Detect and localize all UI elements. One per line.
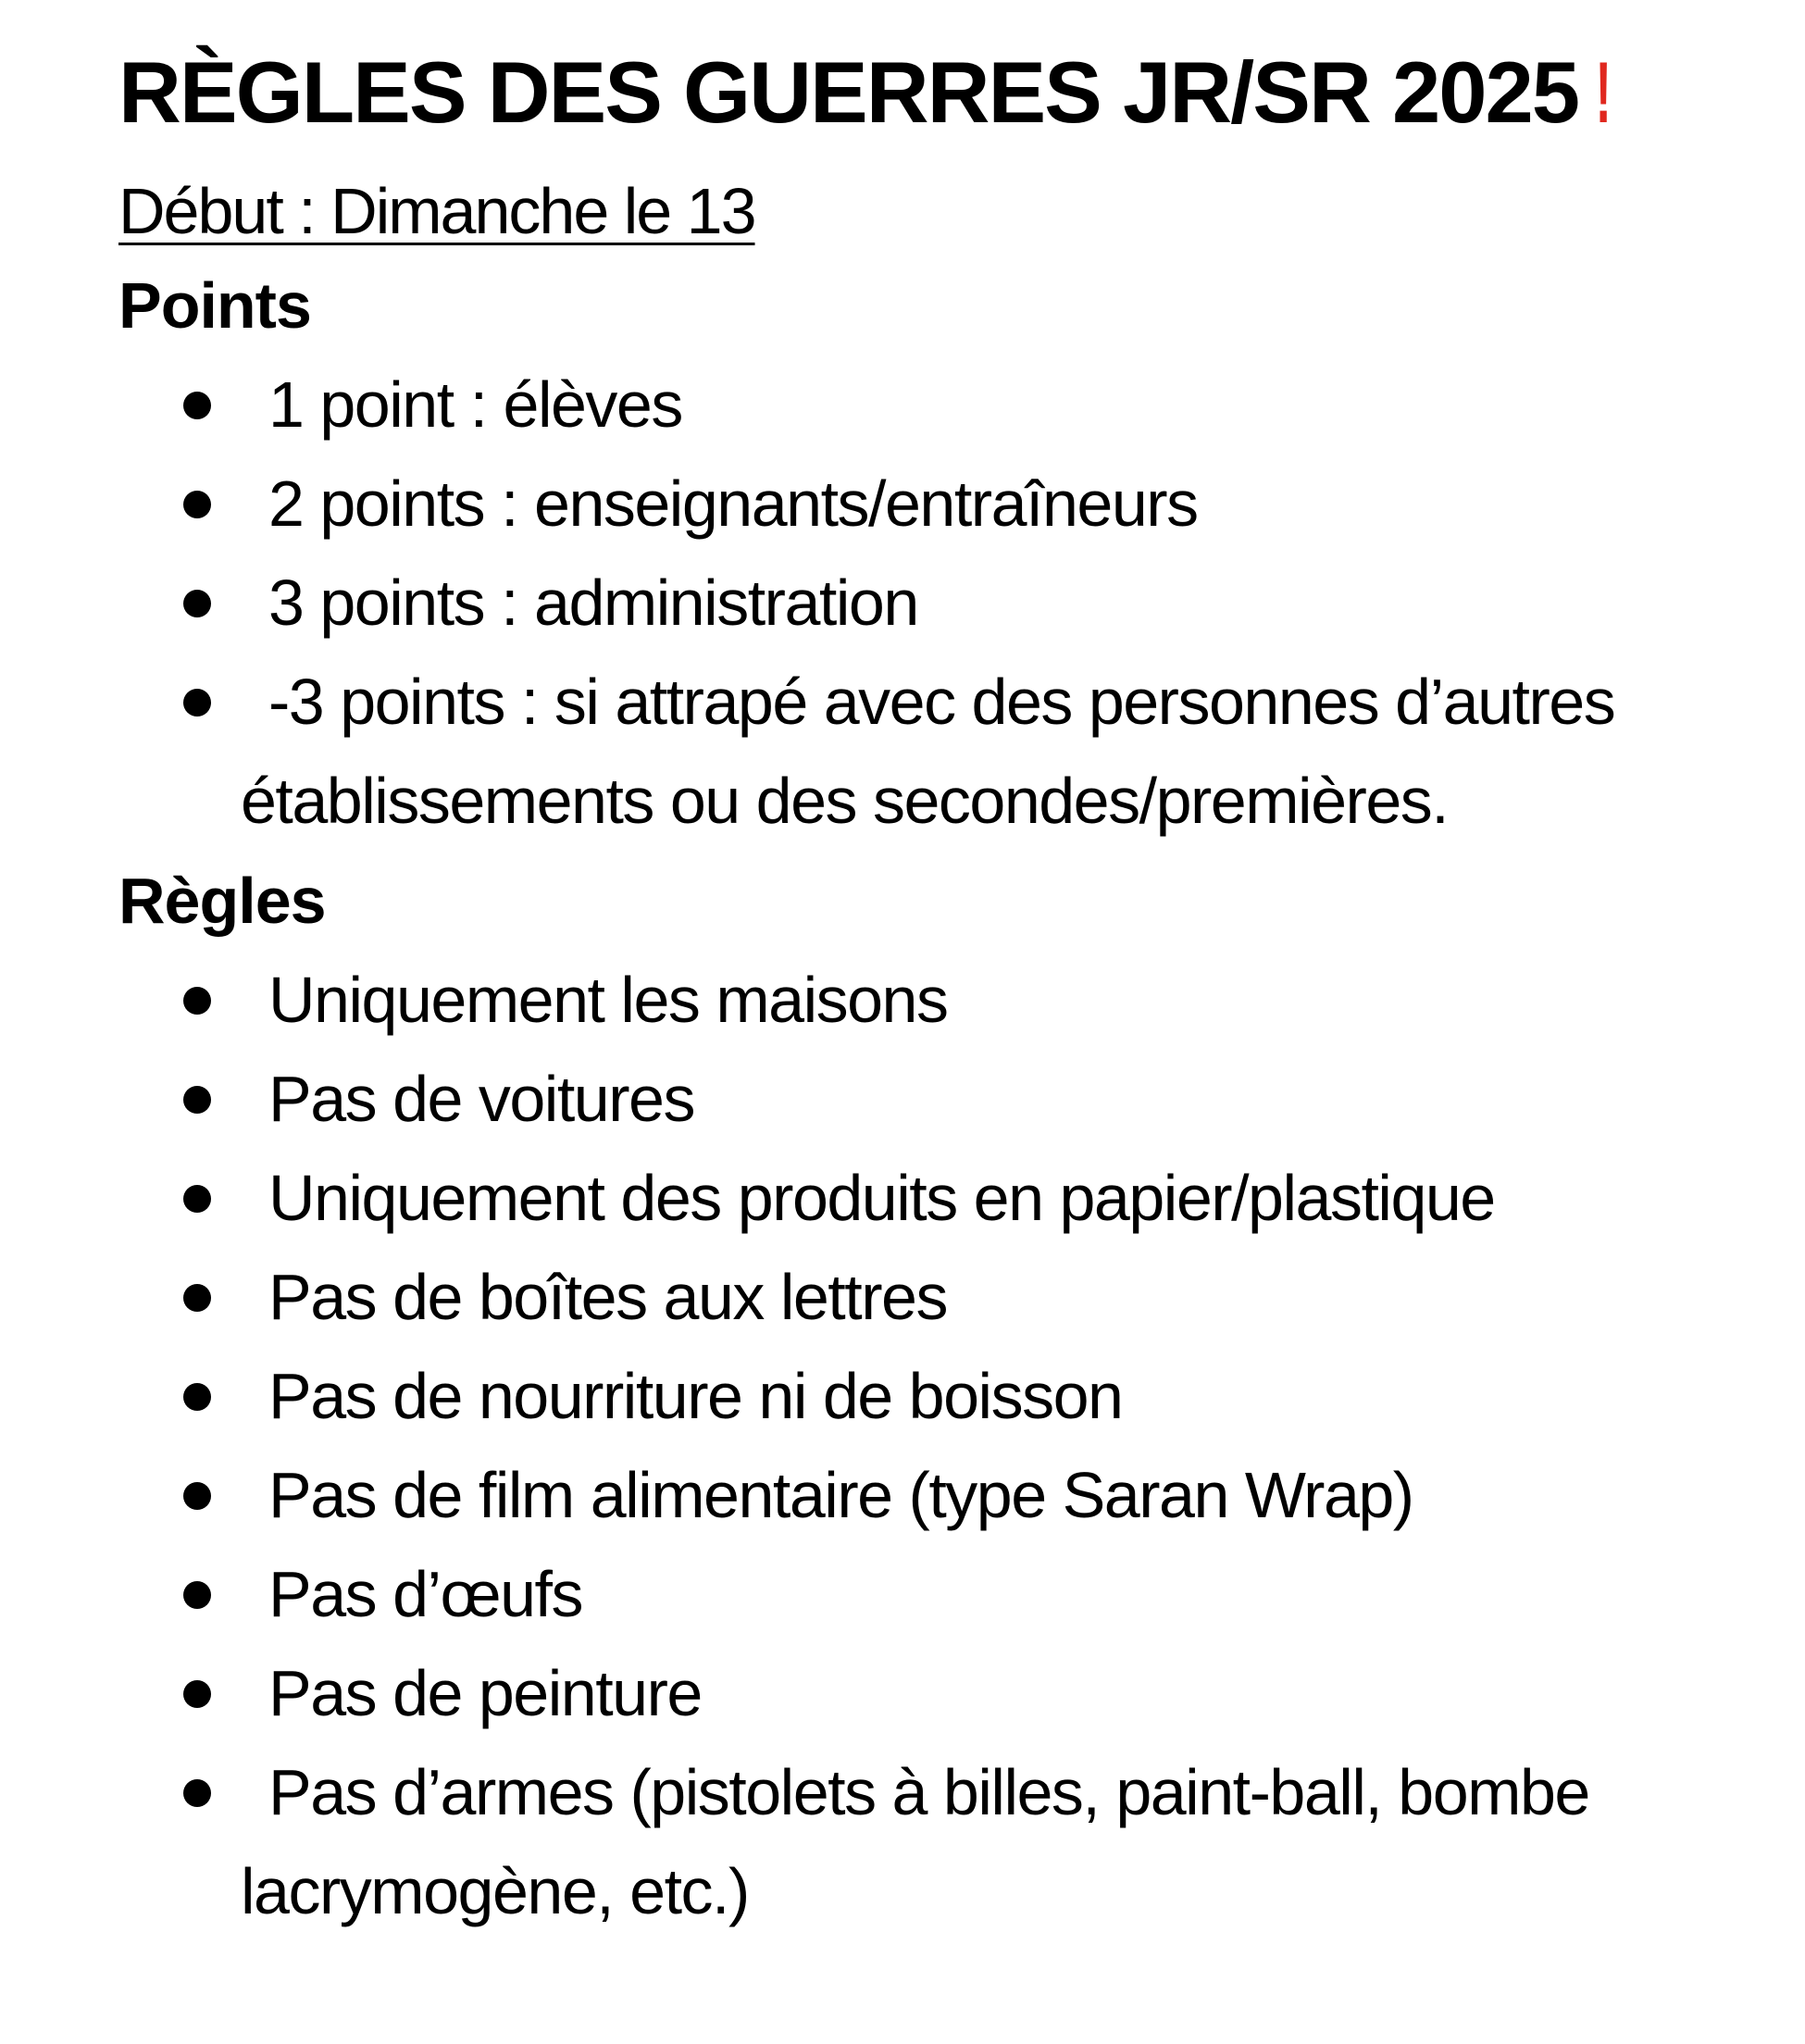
bullet-icon	[183, 590, 211, 617]
bullet-icon	[183, 987, 211, 1015]
bullet-icon	[183, 1284, 211, 1312]
list-item-text-continued: établissements ou des secondes/premières.	[241, 765, 1449, 837]
document	[118, 35, 1785, 1941]
list-item-text: 2 points : enseignants/entraîneurs	[268, 467, 1198, 540]
list-item-text: Pas de film alimentaire (type Saran Wrap)	[268, 1459, 1413, 1531]
bullet-icon	[183, 1482, 211, 1510]
bullet-icon	[183, 689, 211, 717]
list-item-text: Pas de peinture	[268, 1657, 702, 1729]
list-item-text-continued: lacrymogène, etc.)	[241, 1855, 749, 1927]
list-item	[118, 1050, 1785, 1149]
page-title-text: RÈGLES DES GUERRES JR/SR 2025	[118, 44, 1579, 141]
list-item-text: Pas d’œufs	[268, 1558, 582, 1630]
exclamation-icon: !	[1595, 44, 1611, 141]
list-item	[118, 455, 1785, 554]
list-item	[118, 1446, 1785, 1545]
bullet-icon	[183, 1779, 211, 1807]
list-item-text: Uniquement des produits en papier/plastique	[268, 1162, 1495, 1234]
list-item-text: Pas de boîtes aux lettres	[268, 1261, 947, 1333]
list-item	[118, 554, 1785, 653]
bullet-icon	[183, 1680, 211, 1708]
list-item-text: Pas d’armes (pistolets à billes, paint-ball, bombe	[268, 1756, 1589, 1828]
bullet-icon	[183, 1185, 211, 1213]
list-item-text: 1 point : élèves	[268, 368, 682, 441]
start-date-text: Début : Dimanche le 13	[118, 175, 755, 247]
list-item	[118, 1248, 1785, 1347]
points-list	[118, 355, 1785, 851]
list-item	[118, 1644, 1785, 1743]
list-item	[118, 1743, 1785, 1941]
bullet-icon	[183, 1086, 211, 1114]
bullet-icon	[183, 491, 211, 518]
rules-heading: Règles	[118, 865, 326, 937]
list-item	[118, 1347, 1785, 1446]
rules-list	[118, 951, 1785, 1941]
bullet-icon	[183, 1383, 211, 1411]
list-item	[118, 951, 1785, 1050]
bullet-icon	[183, 392, 211, 419]
list-item	[118, 653, 1785, 851]
list-item-text: Uniquement les maisons	[268, 964, 948, 1036]
bullet-icon	[183, 1581, 211, 1609]
list-item	[118, 355, 1785, 455]
start-date	[118, 167, 1785, 256]
list-item	[118, 1149, 1785, 1248]
list-item-text: 3 points : administration	[268, 567, 918, 639]
list-item-text: -3 points : si attrapé avec des personnes d’autres	[268, 666, 1615, 738]
list-item-text: Pas de voitures	[268, 1063, 694, 1135]
list-item	[118, 1545, 1785, 1644]
list-item-text: Pas de nourriture ni de boisson	[268, 1360, 1123, 1432]
page-title	[118, 35, 1785, 150]
points-heading: Points	[118, 269, 311, 342]
